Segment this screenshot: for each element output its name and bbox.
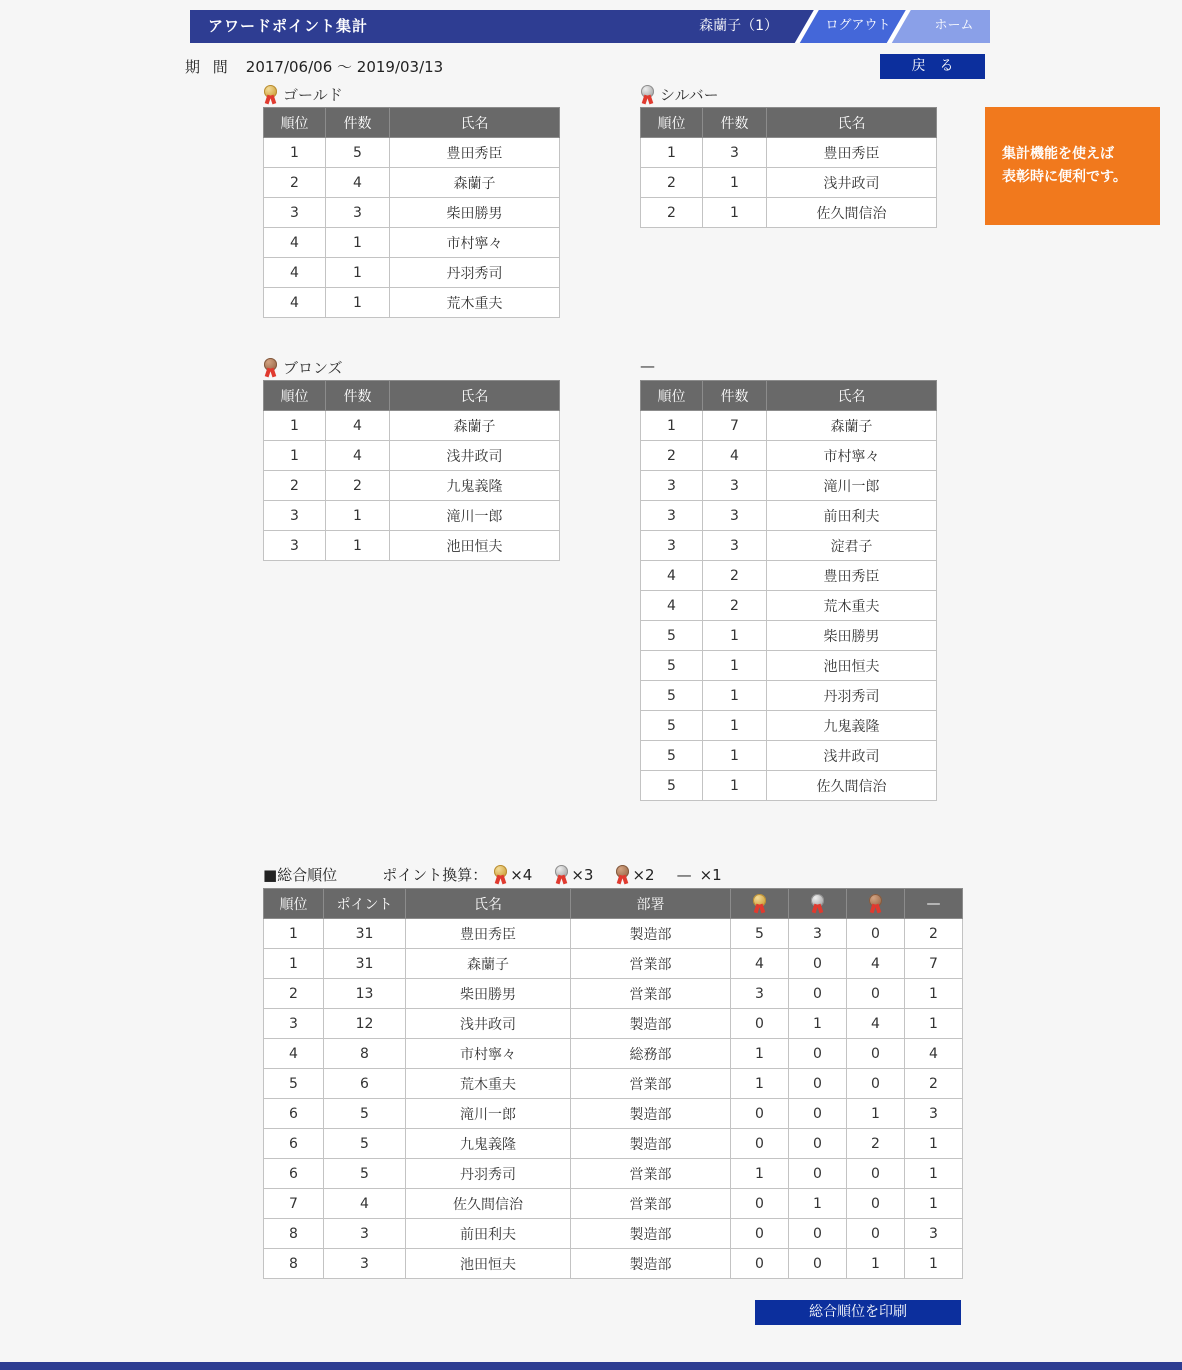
name-cell: 森蘭子 — [767, 411, 937, 441]
count-cell: 1 — [703, 651, 767, 681]
count-cell: 4 — [703, 441, 767, 471]
table-row — [641, 771, 937, 801]
name-cell: 佐久間信治 — [767, 198, 937, 228]
silver-count-cell: 0 — [789, 1159, 847, 1189]
name-cell: 前田利夫 — [767, 501, 937, 531]
bronze-count-cell: 0 — [847, 1069, 905, 1099]
print-summary-button[interactable]: 総合順位を印刷 — [755, 1300, 961, 1325]
rank-cell: 6 — [264, 1099, 324, 1129]
count-cell: 1 — [703, 198, 767, 228]
count-cell: 1 — [703, 711, 767, 741]
gold-medal-icon — [493, 865, 508, 884]
points-cell: 4 — [324, 1189, 406, 1219]
column-header-rank: 順位 — [264, 381, 326, 411]
page-title: アワードポイント集計 — [208, 17, 369, 35]
table-row — [264, 288, 560, 318]
no-medal-section-title — [640, 357, 655, 375]
table-row — [641, 741, 937, 771]
table-row — [641, 531, 937, 561]
legend-none-multiplier: ×1 — [699, 865, 722, 884]
table-row — [641, 711, 937, 741]
gold-medal-icon — [263, 85, 278, 104]
name-cell: 荒木重夫 — [406, 1069, 571, 1099]
bronze-medal-icon — [263, 358, 278, 377]
name-cell: 滝川一郎 — [406, 1099, 571, 1129]
department-cell: 営業部 — [571, 949, 731, 979]
name-cell: 柴田勝男 — [390, 198, 560, 228]
bronze-table — [263, 380, 560, 561]
table-row — [264, 471, 560, 501]
points-cell: 12 — [324, 1009, 406, 1039]
rank-cell: 1 — [641, 138, 703, 168]
bronze-count-cell: 1 — [847, 1249, 905, 1279]
rank-cell: 4 — [264, 228, 326, 258]
table-row — [641, 561, 937, 591]
table-row — [641, 138, 937, 168]
gold-count-cell: 0 — [731, 1129, 789, 1159]
column-header-bronze — [847, 889, 905, 919]
name-cell: 丹羽秀司 — [390, 258, 560, 288]
app-header-bar — [190, 10, 990, 43]
rank-cell: 6 — [264, 1159, 324, 1189]
rank-cell: 4 — [641, 591, 703, 621]
name-cell: 市村寧々 — [767, 441, 937, 471]
table-row — [641, 621, 937, 651]
bronze-count-cell: 0 — [847, 1219, 905, 1249]
column-header-gold — [731, 889, 789, 919]
rank-cell: 4 — [264, 258, 326, 288]
table-row — [641, 168, 937, 198]
table-row — [264, 501, 560, 531]
table-row — [641, 411, 937, 441]
count-cell: 1 — [703, 621, 767, 651]
name-cell: 佐久間信治 — [767, 771, 937, 801]
gold-medal-icon — [752, 894, 767, 913]
name-cell: 豊田秀臣 — [767, 561, 937, 591]
name-cell: 森蘭子 — [390, 411, 560, 441]
column-header-department: 部署 — [571, 889, 731, 919]
points-cell: 3 — [324, 1219, 406, 1249]
rank-cell: 3 — [641, 501, 703, 531]
department-cell: 営業部 — [571, 1069, 731, 1099]
table-row — [641, 441, 937, 471]
table-row — [264, 531, 560, 561]
none-count-cell: 4 — [905, 1039, 963, 1069]
silver-section-label: シルバー — [660, 86, 719, 104]
name-cell: 森蘭子 — [390, 168, 560, 198]
gold-count-cell: 1 — [731, 1069, 789, 1099]
gold-section-label: ゴールド — [283, 86, 343, 104]
none-count-cell: 7 — [905, 949, 963, 979]
none-count-cell: 2 — [905, 919, 963, 949]
gold-count-cell: 4 — [731, 949, 789, 979]
none-count-cell: 3 — [905, 1099, 963, 1129]
no-medal-section-label: — — [640, 357, 655, 375]
silver-count-cell: 0 — [789, 1069, 847, 1099]
points-cell: 6 — [324, 1069, 406, 1099]
count-cell: 4 — [326, 411, 390, 441]
count-cell: 7 — [703, 411, 767, 441]
department-cell: 製造部 — [571, 1129, 731, 1159]
table-row — [264, 919, 963, 949]
rank-cell: 2 — [264, 979, 324, 1009]
column-header-count: 件数 — [703, 108, 767, 138]
table-row — [264, 168, 560, 198]
gold-count-cell: 0 — [731, 1249, 789, 1279]
gold-count-cell: 0 — [731, 1219, 789, 1249]
rank-cell: 1 — [264, 441, 326, 471]
bronze-medal-icon — [868, 894, 883, 913]
summary-section-title: ■総合順位 — [263, 866, 338, 884]
none-count-cell: 3 — [905, 1219, 963, 1249]
rank-cell: 4 — [264, 288, 326, 318]
count-cell: 1 — [703, 771, 767, 801]
table-row — [264, 1069, 963, 1099]
rank-cell: 5 — [264, 1069, 324, 1099]
name-cell: 柴田勝男 — [406, 979, 571, 1009]
count-cell: 4 — [326, 168, 390, 198]
footer-strip — [0, 1362, 1182, 1370]
silver-count-cell: 1 — [789, 1189, 847, 1219]
name-cell: 荒木重夫 — [390, 288, 560, 318]
name-cell: 浅井政司 — [406, 1009, 571, 1039]
column-header-rank: 順位 — [264, 889, 324, 919]
table-row — [264, 1159, 963, 1189]
silver-count-cell: 0 — [789, 1099, 847, 1129]
column-header-rank: 順位 — [641, 381, 703, 411]
bronze-count-cell: 1 — [847, 1099, 905, 1129]
rank-cell: 2 — [641, 198, 703, 228]
count-cell: 3 — [326, 198, 390, 228]
gold-count-cell: 1 — [731, 1159, 789, 1189]
count-cell: 3 — [703, 531, 767, 561]
silver-count-cell: 0 — [789, 979, 847, 1009]
silver-count-cell: 0 — [789, 1219, 847, 1249]
silver-table — [640, 107, 937, 228]
silver-table-header-row — [641, 108, 937, 138]
column-header-name: 氏名 — [406, 889, 571, 919]
gold-section-title — [263, 84, 343, 105]
count-cell: 2 — [703, 591, 767, 621]
points-cell: 3 — [324, 1249, 406, 1279]
silver-count-cell: 0 — [789, 1039, 847, 1069]
table-row — [264, 228, 560, 258]
table-row — [264, 1009, 963, 1039]
conversion-label: ポイント換算： — [382, 866, 488, 884]
legend-gold-multiplier: ×4 — [510, 865, 533, 884]
table-row — [264, 1219, 963, 1249]
summary-table-header-row — [264, 889, 963, 919]
hint-line-1: 集計機能を使えば — [1002, 145, 1114, 162]
count-cell: 1 — [703, 741, 767, 771]
column-header-name: 氏名 — [767, 381, 937, 411]
name-cell: 柴田勝男 — [767, 621, 937, 651]
silver-count-cell: 1 — [789, 1009, 847, 1039]
rank-cell: 5 — [641, 621, 703, 651]
rank-cell: 3 — [264, 501, 326, 531]
column-header-name: 氏名 — [767, 108, 937, 138]
column-header-rank: 順位 — [264, 108, 326, 138]
points-cell: 31 — [324, 919, 406, 949]
count-cell: 1 — [326, 288, 390, 318]
gold-count-cell: 1 — [731, 1039, 789, 1069]
table-row — [264, 1189, 963, 1219]
bronze-count-cell: 4 — [847, 1009, 905, 1039]
none-count-cell: 1 — [905, 1249, 963, 1279]
column-header-points: ポイント — [324, 889, 406, 919]
count-cell: 4 — [326, 441, 390, 471]
name-cell: 九鬼義隆 — [767, 711, 937, 741]
rank-cell: 1 — [641, 411, 703, 441]
department-cell: 製造部 — [571, 1099, 731, 1129]
count-cell: 1 — [326, 531, 390, 561]
legend-silver-multiplier: ×3 — [571, 865, 594, 884]
rank-cell: 5 — [641, 681, 703, 711]
count-cell: 2 — [703, 561, 767, 591]
column-header-rank: 順位 — [641, 108, 703, 138]
hint-line-2: 表彰時に便利です。 — [1002, 169, 1127, 185]
legend-bronze — [615, 865, 654, 884]
count-cell: 1 — [326, 228, 390, 258]
bronze-section-title — [263, 357, 343, 378]
rank-cell: 1 — [264, 949, 324, 979]
period-value: 2017/06/06 ～ 2019/03/13 — [245, 58, 444, 76]
name-cell: 市村寧々 — [406, 1039, 571, 1069]
summary-section-header — [263, 864, 744, 885]
bronze-medal-icon — [615, 865, 630, 884]
gold-count-cell: 0 — [731, 1189, 789, 1219]
table-row — [641, 591, 937, 621]
bronze-count-cell: 0 — [847, 1189, 905, 1219]
name-cell: 淀君子 — [767, 531, 937, 561]
name-cell: 九鬼義隆 — [390, 471, 560, 501]
name-cell: 丹羽秀司 — [767, 681, 937, 711]
table-row — [264, 1099, 963, 1129]
column-header-name: 氏名 — [390, 381, 560, 411]
rank-cell: 4 — [641, 561, 703, 591]
rank-cell: 2 — [641, 168, 703, 198]
logout-button-label: ログアウト — [825, 18, 891, 33]
name-cell: 池田恒夫 — [390, 531, 560, 561]
bronze-count-cell: 0 — [847, 1039, 905, 1069]
name-cell: 豊田秀臣 — [767, 138, 937, 168]
none-count-cell: 1 — [905, 979, 963, 1009]
table-row — [264, 1249, 963, 1279]
rank-cell: 1 — [264, 138, 326, 168]
name-cell: 森蘭子 — [406, 949, 571, 979]
count-cell: 5 — [326, 138, 390, 168]
rank-cell: 5 — [641, 711, 703, 741]
bronze-section-label: ブロンズ — [283, 359, 343, 377]
none-count-cell: 1 — [905, 1159, 963, 1189]
count-cell: 1 — [703, 681, 767, 711]
bronze-count-cell: 4 — [847, 949, 905, 979]
name-cell: 浅井政司 — [767, 168, 937, 198]
silver-medal-icon — [640, 85, 655, 104]
department-cell: 営業部 — [571, 1159, 731, 1189]
points-cell: 5 — [324, 1099, 406, 1129]
gold-count-cell: 0 — [731, 1009, 789, 1039]
department-cell: 製造部 — [571, 1009, 731, 1039]
column-header-name: 氏名 — [390, 108, 560, 138]
gold-count-cell: 0 — [731, 1099, 789, 1129]
column-header-none: — — [905, 889, 963, 919]
legend-gold — [493, 865, 532, 884]
name-cell: 浅井政司 — [767, 741, 937, 771]
rank-cell: 5 — [641, 651, 703, 681]
points-cell: 31 — [324, 949, 406, 979]
bronze-count-cell: 0 — [847, 919, 905, 949]
department-cell: 営業部 — [571, 979, 731, 1009]
table-row — [641, 501, 937, 531]
legend-bronze-multiplier: ×2 — [632, 865, 655, 884]
name-cell: 丹羽秀司 — [406, 1159, 571, 1189]
count-cell: 2 — [326, 471, 390, 501]
rank-cell: 1 — [264, 919, 324, 949]
count-cell: 1 — [326, 258, 390, 288]
table-row — [641, 681, 937, 711]
silver-section-title — [640, 84, 719, 105]
column-header-count: 件数 — [703, 381, 767, 411]
bronze-count-cell: 0 — [847, 979, 905, 1009]
table-row — [264, 979, 963, 1009]
gold-count-cell: 5 — [731, 919, 789, 949]
legend-no-medal — [677, 866, 722, 884]
rank-cell: 2 — [641, 441, 703, 471]
table-row — [264, 411, 560, 441]
hint-box — [985, 107, 1160, 225]
table-row — [264, 258, 560, 288]
gold-table-header-row — [264, 108, 560, 138]
points-cell: 8 — [324, 1039, 406, 1069]
rank-cell: 5 — [641, 771, 703, 801]
name-cell: 池田恒夫 — [767, 651, 937, 681]
silver-count-cell: 0 — [789, 1129, 847, 1159]
rank-cell: 3 — [641, 531, 703, 561]
rank-cell: 4 — [264, 1039, 324, 1069]
silver-count-cell: 0 — [789, 949, 847, 979]
none-count-cell: 1 — [905, 1129, 963, 1159]
bronze-table-header-row — [264, 381, 560, 411]
table-row — [264, 1129, 963, 1159]
table-row — [264, 441, 560, 471]
gold-table — [263, 107, 560, 318]
department-cell: 営業部 — [571, 1189, 731, 1219]
table-row — [641, 471, 937, 501]
rank-cell: 8 — [264, 1219, 324, 1249]
points-cell: 5 — [324, 1129, 406, 1159]
column-header-count: 件数 — [326, 381, 390, 411]
period-label: 期 間 — [185, 58, 232, 76]
count-cell: 1 — [703, 168, 767, 198]
name-cell: 市村寧々 — [390, 228, 560, 258]
rank-cell: 3 — [264, 1009, 324, 1039]
rank-cell: 8 — [264, 1249, 324, 1279]
rank-cell: 2 — [264, 168, 326, 198]
table-row — [641, 651, 937, 681]
rank-cell: 7 — [264, 1189, 324, 1219]
name-cell: 浅井政司 — [390, 441, 560, 471]
rank-cell: 6 — [264, 1129, 324, 1159]
rank-cell: 5 — [641, 741, 703, 771]
table-row — [264, 198, 560, 228]
back-button[interactable]: 戻 る — [880, 54, 985, 79]
table-row — [264, 138, 560, 168]
bronze-count-cell: 0 — [847, 1159, 905, 1189]
name-cell: 荒木重夫 — [767, 591, 937, 621]
name-cell: 滝川一郎 — [390, 501, 560, 531]
count-cell: 1 — [326, 501, 390, 531]
count-cell: 3 — [703, 138, 767, 168]
name-cell: 豊田秀臣 — [406, 919, 571, 949]
table-row — [641, 198, 937, 228]
no-medal-dash-icon: — — [676, 865, 692, 884]
rank-cell: 3 — [264, 531, 326, 561]
no-medal-table-header-row — [641, 381, 937, 411]
logged-in-user-label: 森蘭子（1） — [699, 18, 778, 34]
column-header-silver — [789, 889, 847, 919]
points-cell: 13 — [324, 979, 406, 1009]
points-cell: 5 — [324, 1159, 406, 1189]
home-button-label: ホーム — [934, 18, 974, 33]
table-row — [264, 1039, 963, 1069]
silver-medal-icon — [554, 865, 569, 884]
summary-table — [263, 888, 963, 1279]
name-cell: 滝川一郎 — [767, 471, 937, 501]
rank-cell: 1 — [264, 411, 326, 441]
legend-silver — [554, 865, 593, 884]
gold-count-cell: 3 — [731, 979, 789, 1009]
rank-cell: 3 — [264, 198, 326, 228]
rank-cell: 3 — [641, 471, 703, 501]
department-cell: 製造部 — [571, 919, 731, 949]
name-cell: 前田利夫 — [406, 1219, 571, 1249]
rank-cell: 2 — [264, 471, 326, 501]
none-count-cell: 1 — [905, 1009, 963, 1039]
silver-medal-icon — [810, 894, 825, 913]
name-cell: 佐久間信治 — [406, 1189, 571, 1219]
name-cell: 池田恒夫 — [406, 1249, 571, 1279]
department-cell: 製造部 — [571, 1249, 731, 1279]
department-cell: 製造部 — [571, 1219, 731, 1249]
period-row — [185, 56, 443, 77]
count-cell: 3 — [703, 471, 767, 501]
no-medal-table — [640, 380, 937, 801]
home-button[interactable] — [885, 10, 990, 43]
table-row — [264, 949, 963, 979]
department-cell: 総務部 — [571, 1039, 731, 1069]
none-count-cell: 1 — [905, 1189, 963, 1219]
count-cell: 3 — [703, 501, 767, 531]
none-count-cell: 2 — [905, 1069, 963, 1099]
silver-count-cell: 3 — [789, 919, 847, 949]
name-cell: 九鬼義隆 — [406, 1129, 571, 1159]
bronze-count-cell: 2 — [847, 1129, 905, 1159]
name-cell: 豊田秀臣 — [390, 138, 560, 168]
silver-count-cell: 0 — [789, 1249, 847, 1279]
column-header-count: 件数 — [326, 108, 390, 138]
